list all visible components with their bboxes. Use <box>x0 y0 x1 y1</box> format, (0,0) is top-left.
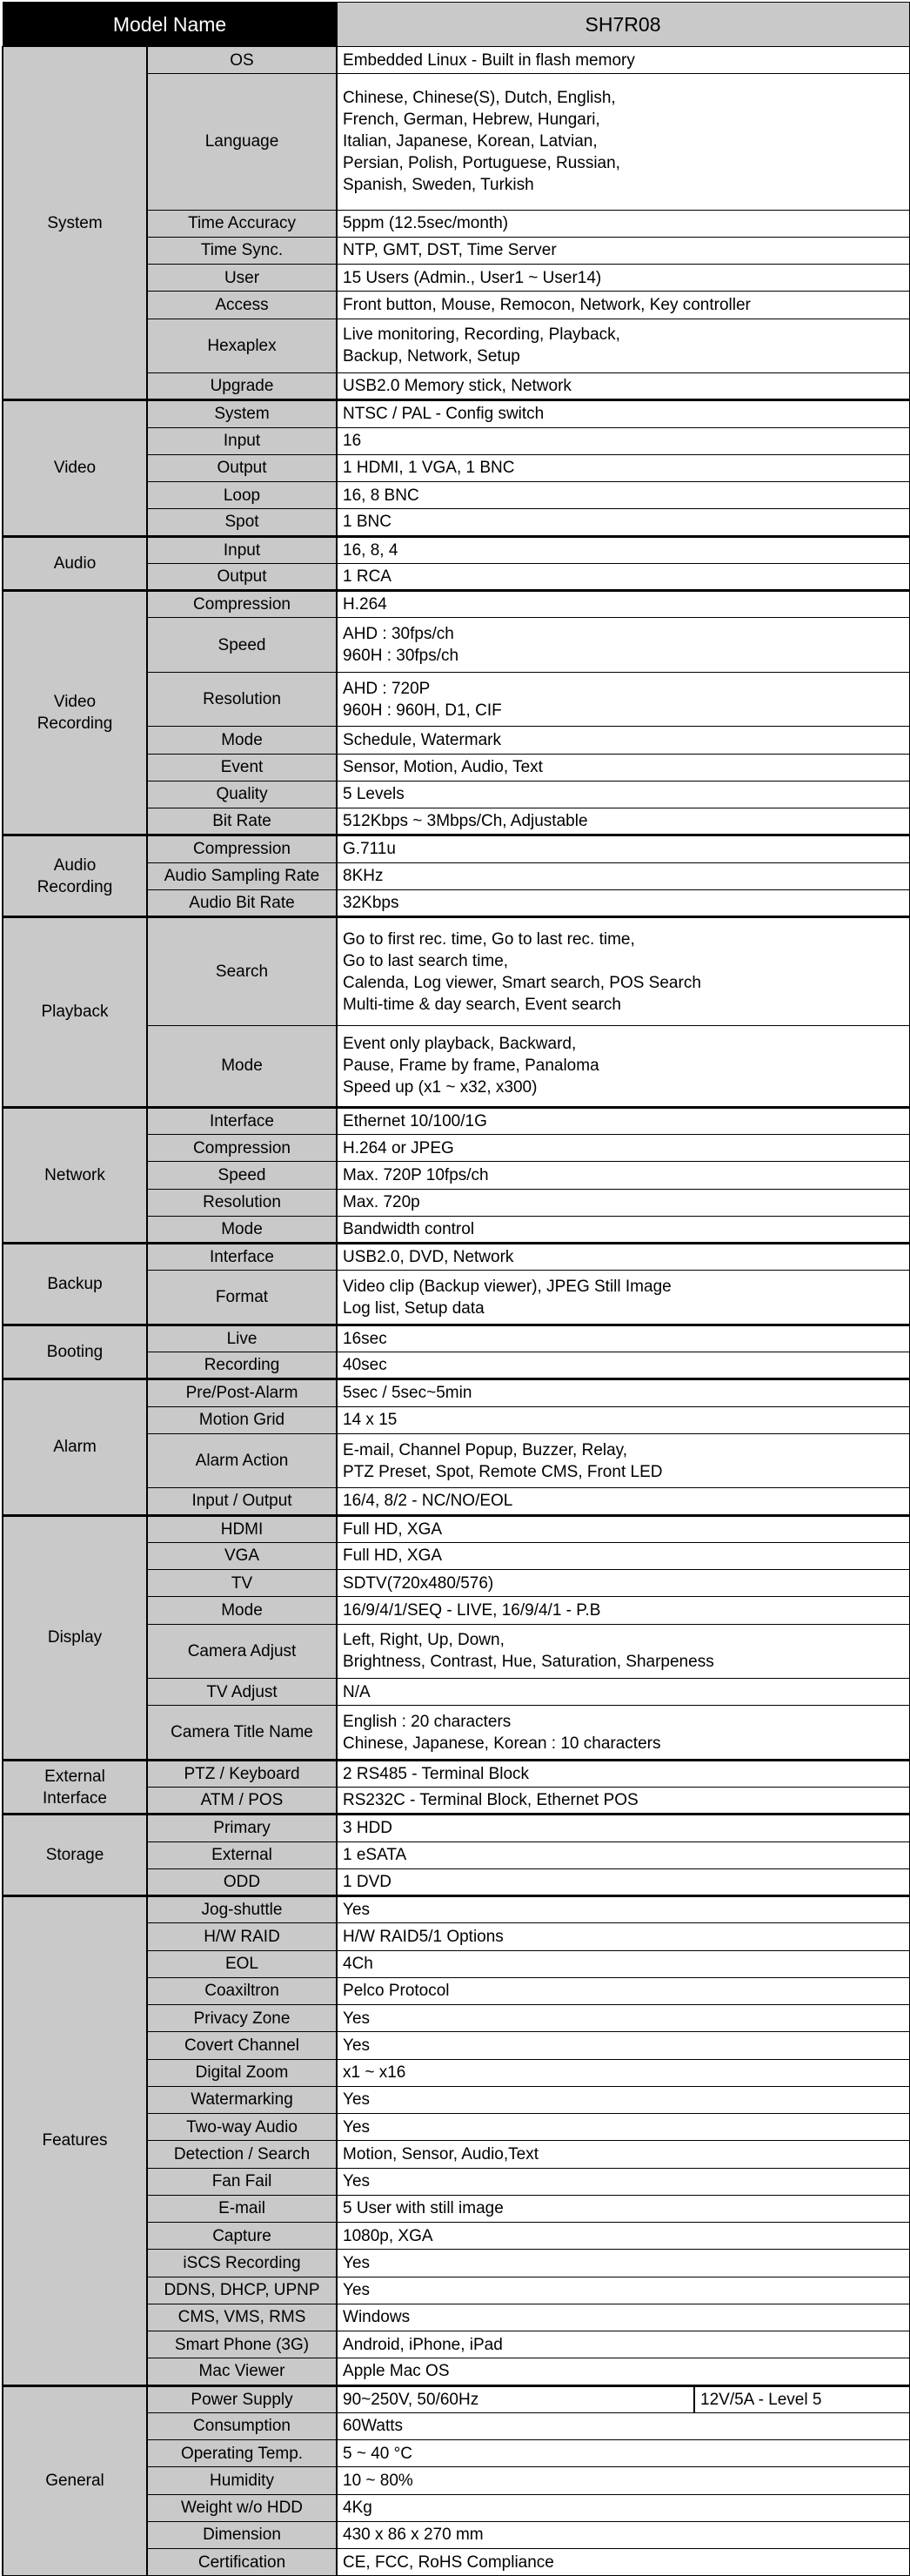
feature-label: Bit Rate <box>147 808 337 835</box>
feature-label: Spot <box>147 509 337 536</box>
section-name: Video <box>3 400 147 536</box>
feature-label: Output <box>147 563 337 590</box>
feature-label: Loop <box>147 482 337 509</box>
feature-label: Input <box>147 427 337 454</box>
feature-label: Jog-shuttle <box>147 1896 337 1923</box>
feature-value: SDTV(720x480/576) <box>337 1570 909 1597</box>
feature-value: 5ppm (12.5sec/month) <box>337 210 909 237</box>
feature-value: RS232C - Terminal Block, Ethernet POS <box>337 1788 909 1815</box>
feature-value: Ethernet 10/100/1G <box>337 1107 909 1134</box>
feature-value: 1 DVD <box>337 1868 909 1895</box>
feature-value: 5sec / 5sec~5min <box>337 1379 909 1406</box>
feature-label: H/W RAID <box>147 1923 337 1950</box>
feature-value: 5 User with still image <box>337 2195 909 2222</box>
section-name: Features <box>3 1896 147 2386</box>
feature-label: Power Supply <box>147 2385 337 2412</box>
feature-label: Quality <box>147 781 337 808</box>
feature-value: Android, iPhone, iPad <box>337 2331 909 2358</box>
feature-label: Interface <box>147 1244 337 1271</box>
feature-value: 512Kbps ~ 3Mbps/Ch, Adjustable <box>337 808 909 835</box>
feature-label: Pre/Post-Alarm <box>147 1379 337 1406</box>
feature-label: Mode <box>147 1216 337 1243</box>
feature-value: 1080p, XGA <box>337 2223 909 2250</box>
section-name: Display <box>3 1515 147 1760</box>
model-number-header: SH7R08 <box>337 3 909 47</box>
spec-row <box>3 400 909 427</box>
feature-value: 1 HDMI, 1 VGA, 1 BNC <box>337 454 909 481</box>
feature-label: Privacy Zone <box>147 2005 337 2032</box>
feature-value: Max. 720P 10fps/ch <box>337 1162 909 1189</box>
section-name: System <box>3 47 147 400</box>
feature-label: Digital Zoom <box>147 2059 337 2086</box>
feature-label: Event <box>147 754 337 781</box>
feature-value: 1 RCA <box>337 563 909 590</box>
feature-value: USB2.0, DVD, Network <box>337 1244 909 1271</box>
feature-value: Live monitoring, Recording, Playback, Backup, Network, Setup <box>337 319 909 373</box>
section-name: Playback <box>3 917 147 1108</box>
feature-value: 60Watts <box>337 2412 909 2439</box>
feature-label: Motion Grid <box>147 1406 337 1433</box>
spec-row <box>3 591 909 618</box>
section-name: Audio <box>3 536 147 591</box>
feature-label: Compression <box>147 835 337 862</box>
feature-label: Mode <box>147 1597 337 1624</box>
spec-row <box>3 536 909 563</box>
feature-label: iSCS Recording <box>147 2250 337 2277</box>
feature-value: 16, 8, 4 <box>337 536 909 563</box>
feature-value: Yes <box>337 2277 909 2304</box>
spec-row <box>3 1325 909 1352</box>
feature-label: Input <box>147 536 337 563</box>
feature-label: Weight w/o HDD <box>147 2494 337 2521</box>
feature-label: Interface <box>147 1107 337 1134</box>
feature-value: Yes <box>337 2168 909 2195</box>
section-name: Storage <box>3 1815 147 1896</box>
spec-row <box>3 1760 909 1787</box>
spec-body <box>3 47 909 2576</box>
feature-label: Smart Phone (3G) <box>147 2331 337 2358</box>
feature-value: 4Ch <box>337 1950 909 1977</box>
spec-table <box>2 2 910 2576</box>
feature-value: 4Kg <box>337 2494 909 2521</box>
feature-value: 430 x 86 x 270 mm <box>337 2521 909 2548</box>
feature-value: Full HD, XGA <box>337 1515 909 1542</box>
feature-label: Detection / Search <box>147 2141 337 2168</box>
feature-value: Bandwidth control <box>337 1216 909 1243</box>
feature-value: Chinese, Chinese(S), Dutch, English, French, German, Hebrew, Hungari, Italian, Japanese, Korean, Latvian, Persian, Polish, Portuguese, Russian, Spanish, Sweden, Turkish <box>337 74 909 210</box>
spec-row <box>3 1244 909 1271</box>
feature-label: Consumption <box>147 2412 337 2439</box>
feature-value: NTP, GMT, DST, Time Server <box>337 237 909 264</box>
section-name: General <box>3 2385 147 2576</box>
feature-value: Windows <box>337 2304 909 2331</box>
feature-label: Alarm Action <box>147 1433 337 1488</box>
feature-value: CE, FCC, RoHS Compliance <box>337 2549 909 2576</box>
feature-label: Mac Viewer <box>147 2358 337 2385</box>
section-name: Video Recording <box>3 591 147 835</box>
feature-value: Left, Right, Up, Down, Brightness, Contrast, Hue, Saturation, Sharpeness <box>337 1624 909 1679</box>
feature-value: H.264 or JPEG <box>337 1135 909 1162</box>
feature-label: PTZ / Keyboard <box>147 1760 337 1787</box>
spec-row <box>3 47 909 74</box>
feature-label: Time Sync. <box>147 237 337 264</box>
feature-value: Yes <box>337 2032 909 2059</box>
feature-value: N/A <box>337 1679 909 1706</box>
feature-label: Time Accuracy <box>147 210 337 237</box>
feature-label: Speed <box>147 1162 337 1189</box>
feature-label: E-mail <box>147 2195 337 2222</box>
model-name-header: Model Name <box>3 3 337 47</box>
feature-label: DDNS, DHCP, UPNP <box>147 2277 337 2304</box>
feature-label: Hexaplex <box>147 319 337 373</box>
feature-value: Embedded Linux - Built in flash memory <box>337 47 909 74</box>
feature-label: Certification <box>147 2549 337 2576</box>
feature-value: 40sec <box>337 1352 909 1379</box>
feature-value: 2 RS485 - Terminal Block <box>337 1760 909 1787</box>
feature-label: User <box>147 265 337 292</box>
feature-value: 1 BNC <box>337 509 909 536</box>
feature-value: Pelco Protocol <box>337 1977 909 2004</box>
feature-value: Front button, Mouse, Remocon, Network, Key controller <box>337 292 909 319</box>
spec-row <box>3 1379 909 1406</box>
section-name: Backup <box>3 1244 147 1325</box>
feature-value: 10 ~ 80% <box>337 2467 909 2494</box>
feature-label: TV <box>147 1570 337 1597</box>
feature-value: Yes <box>337 2250 909 2277</box>
spec-row <box>3 835 909 862</box>
feature-value: NTSC / PAL - Config switch <box>337 400 909 427</box>
feature-value: E-mail, Channel Popup, Buzzer, Relay, PTZ Preset, Spot, Remote CMS, Front LED <box>337 1433 909 1488</box>
feature-label: Resolution <box>147 672 337 727</box>
feature-label: OS <box>147 47 337 74</box>
feature-label: VGA <box>147 1542 337 1569</box>
feature-value: x1 ~ x16 <box>337 2059 909 2086</box>
feature-label: EOL <box>147 1950 337 1977</box>
feature-value: Event only playback, Backward, Pause, Frame by frame, Panaloma Speed up (x1 ~ x32, x300) <box>337 1026 909 1108</box>
section-name: Alarm <box>3 1379 147 1515</box>
feature-label: Primary <box>147 1815 337 1841</box>
feature-label: Two-way Audio <box>147 2114 337 2141</box>
feature-value: 15 Users (Admin., User1 ~ User14) <box>337 265 909 292</box>
feature-label: ATM / POS <box>147 1788 337 1815</box>
feature-label: Watermarking <box>147 2086 337 2113</box>
feature-value: English : 20 characters Chinese, Japanese, Korean : 10 characters <box>337 1706 909 1761</box>
spec-row <box>3 1515 909 1542</box>
feature-value: Full HD, XGA <box>337 1542 909 1569</box>
feature-label: Audio Bit Rate <box>147 889 337 916</box>
section-name: Booting <box>3 1325 147 1379</box>
feature-label: Coaxiltron <box>147 1977 337 2004</box>
spec-row <box>3 1815 909 1841</box>
feature-label: Fan Fail <box>147 2168 337 2195</box>
feature-label: Input / Output <box>147 1488 337 1515</box>
feature-label: Output <box>147 454 337 481</box>
feature-value: 16sec <box>337 1325 909 1352</box>
spec-row <box>3 1896 909 1923</box>
feature-value: 1 eSATA <box>337 1841 909 1868</box>
feature-value: 5 ~ 40 °C <box>337 2440 909 2467</box>
feature-value: Apple Mac OS <box>337 2358 909 2385</box>
feature-label: Compression <box>147 1135 337 1162</box>
feature-value: 16/9/4/1/SEQ - LIVE, 16/9/4/1 - P.B <box>337 1597 909 1624</box>
feature-value: Schedule, Watermark <box>337 727 909 754</box>
feature-label: HDMI <box>147 1515 337 1542</box>
feature-label: Capture <box>147 2223 337 2250</box>
feature-value: Motion, Sensor, Audio,Text <box>337 2141 909 2168</box>
feature-label: Audio Sampling Rate <box>147 862 337 889</box>
feature-value: Go to first rec. time, Go to last rec. time, Go to last search time, Calenda, Log viewer, Smart search, POS Search Multi-time & day search, Event search <box>337 917 909 1026</box>
header-row <box>3 3 909 47</box>
feature-label: Upgrade <box>147 373 337 400</box>
feature-label: Camera Title Name <box>147 1706 337 1761</box>
feature-value: Yes <box>337 1896 909 1923</box>
feature-label: Resolution <box>147 1189 337 1216</box>
feature-value: 90~250V, 50/60Hz <box>337 2385 694 2412</box>
feature-value: 16 <box>337 427 909 454</box>
section-name: Network <box>3 1107 147 1243</box>
feature-label: Access <box>147 292 337 319</box>
feature-value: AHD : 720P 960H : 960H, D1, CIF <box>337 672 909 727</box>
feature-value: Max. 720p <box>337 1189 909 1216</box>
feature-label: External <box>147 1841 337 1868</box>
feature-label: Compression <box>147 591 337 618</box>
feature-value: H.264 <box>337 591 909 618</box>
feature-label: Recording <box>147 1352 337 1379</box>
feature-extra-value: 12V/5A - Level 5 <box>694 2385 909 2412</box>
feature-label: ODD <box>147 1868 337 1895</box>
feature-value: 32Kbps <box>337 889 909 916</box>
spec-row <box>3 917 909 1026</box>
feature-value: 3 HDD <box>337 1815 909 1841</box>
feature-label: Operating Temp. <box>147 2440 337 2467</box>
feature-label: Camera Adjust <box>147 1624 337 1679</box>
feature-label: Mode <box>147 727 337 754</box>
feature-label: Mode <box>147 1026 337 1108</box>
feature-value: Sensor, Motion, Audio, Text <box>337 754 909 781</box>
feature-label: Search <box>147 917 337 1026</box>
feature-label: Format <box>147 1271 337 1325</box>
section-name: External Interface <box>3 1760 147 1815</box>
feature-value: 14 x 15 <box>337 1406 909 1433</box>
feature-value: AHD : 30fps/ch 960H : 30fps/ch <box>337 618 909 673</box>
feature-value: H/W RAID5/1 Options <box>337 1923 909 1950</box>
feature-label: Covert Channel <box>147 2032 337 2059</box>
feature-label: Live <box>147 1325 337 1352</box>
feature-value: Video clip (Backup viewer), JPEG Still Image Log list, Setup data <box>337 1271 909 1325</box>
feature-label: Humidity <box>147 2467 337 2494</box>
feature-label: Speed <box>147 618 337 673</box>
feature-label: System <box>147 400 337 427</box>
feature-label: TV Adjust <box>147 1679 337 1706</box>
spec-row <box>3 2385 909 2412</box>
feature-value: Yes <box>337 2086 909 2113</box>
feature-label: CMS, VMS, RMS <box>147 2304 337 2331</box>
feature-value: 8KHz <box>337 862 909 889</box>
feature-value: Yes <box>337 2005 909 2032</box>
feature-value: 5 Levels <box>337 781 909 808</box>
section-name: Audio Recording <box>3 835 147 917</box>
feature-value: 16/4, 8/2 - NC/NO/EOL <box>337 1488 909 1515</box>
feature-value: G.711u <box>337 835 909 862</box>
feature-value: USB2.0 Memory stick, Network <box>337 373 909 400</box>
feature-value: 16, 8 BNC <box>337 482 909 509</box>
feature-label: Language <box>147 74 337 210</box>
feature-value: Yes <box>337 2114 909 2141</box>
feature-label: Dimension <box>147 2521 337 2548</box>
spec-row <box>3 1107 909 1134</box>
